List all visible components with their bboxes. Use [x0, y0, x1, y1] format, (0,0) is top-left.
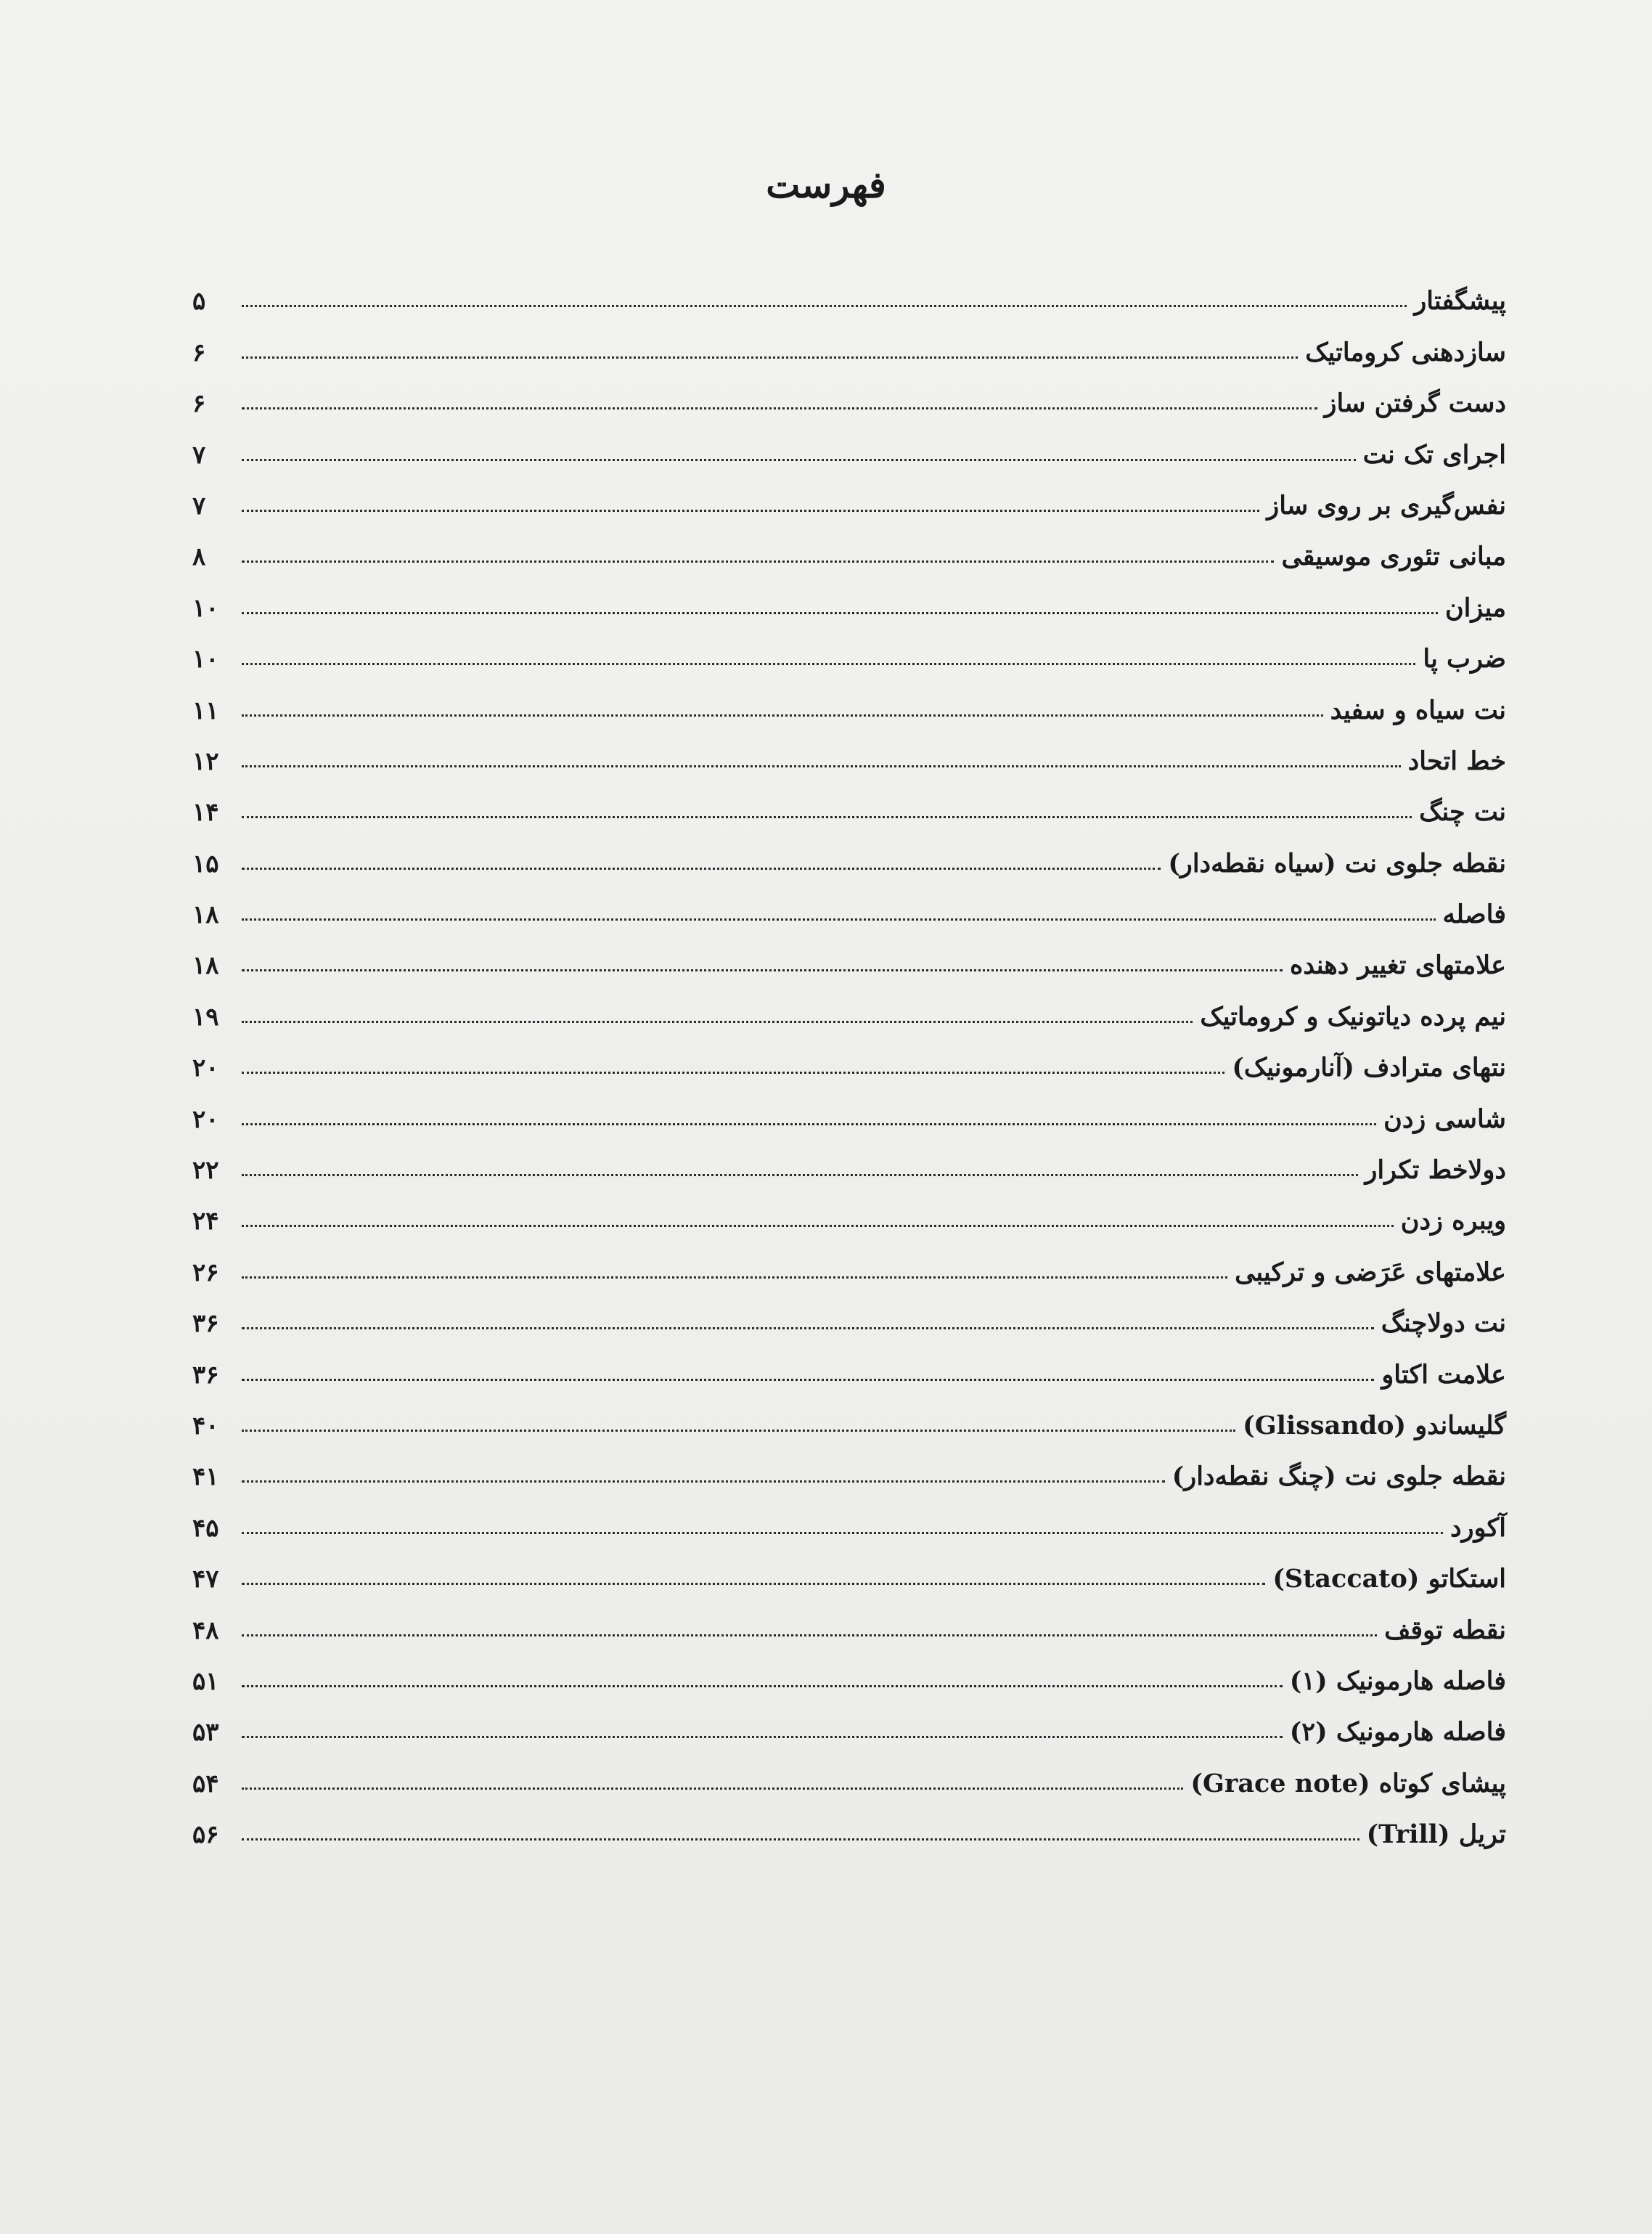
- toc-entry-page: ۱۰: [192, 593, 219, 623]
- toc-entry-label: فاصله هارمونیک (۲): [1289, 1717, 1506, 1748]
- toc-entry-label: نت چنگ: [1419, 797, 1506, 828]
- toc-entry: [192, 1745, 1506, 1798]
- toc-leader-dots: [242, 612, 1438, 614]
- toc-entry-label: میزان: [1444, 592, 1506, 623]
- toc-entry-page: ۳۶: [192, 1309, 219, 1339]
- toc-entry-label: ویبره زدن: [1400, 1206, 1506, 1236]
- toc-entry-label: شاسی زدن: [1383, 1104, 1506, 1134]
- toc-entry: [192, 1030, 1506, 1083]
- toc-leader-dots: [242, 1174, 1358, 1176]
- toc-entry-label: نت سیاه و سفید: [1330, 695, 1506, 725]
- toc-entry-page: ۲۲: [192, 1156, 219, 1186]
- toc-entry-page: ۱۰: [192, 645, 219, 674]
- toc-entry-page: ۷: [192, 491, 206, 521]
- toc-entry-page: ۱۴: [192, 798, 219, 828]
- toc-leader-dots: [242, 1123, 1376, 1125]
- toc-entry-label: علامتهای تغییر دهنده: [1289, 950, 1506, 981]
- toc-entry: [192, 1336, 1506, 1390]
- toc-entry-page: ۷: [192, 440, 206, 470]
- toc-leader-dots: [242, 305, 1407, 307]
- toc-entry-label: فاصله هارمونیک (۱): [1289, 1666, 1506, 1696]
- toc-entry: [192, 621, 1506, 672]
- toc-leader-dots: [242, 1379, 1374, 1381]
- toc-entry-label: آکورد: [1450, 1512, 1506, 1543]
- toc-entry-page: ۵۱: [192, 1666, 219, 1696]
- toc-leader-dots: [242, 1072, 1224, 1074]
- toc-leader-dots: [242, 1532, 1443, 1534]
- toc-entry-label: دولاخط تکرار: [1365, 1155, 1506, 1186]
- toc-leader-dots: [242, 1021, 1193, 1023]
- toc-entry-page: ۵۴: [192, 1769, 219, 1798]
- toc-leader-dots: [242, 868, 1161, 870]
- toc-entry-label: نفس‌گیری بر روی ساز: [1267, 490, 1506, 521]
- toc-entry-page: ۲۰: [192, 1104, 219, 1134]
- toc-entry-page: ۲۰: [192, 1053, 219, 1083]
- toc-entry: [192, 314, 1506, 367]
- toc-entry-label: استکاتو (Staccato): [1272, 1564, 1506, 1594]
- toc-entry-label: دست گرفتن ساز: [1324, 388, 1506, 419]
- toc-leader-dots: [242, 1276, 1227, 1279]
- toc-entry: [192, 263, 1506, 317]
- toc-entry: [192, 416, 1506, 470]
- toc-entry-label: فاصله: [1442, 900, 1506, 930]
- toc-leader-dots: [242, 459, 1356, 461]
- toc-entry-page: ۴۰: [192, 1411, 219, 1440]
- toc-entry-page: ۱۵: [192, 849, 219, 878]
- toc-entry-label: سازدهنی کروماتیک: [1305, 337, 1506, 367]
- toc-entry: [192, 365, 1506, 419]
- toc-leader-dots: [242, 969, 1283, 971]
- toc-entry-label: علامتهای عَرَضی و ترکیبی: [1235, 1257, 1506, 1287]
- toc-entry-page: ۱۸: [192, 900, 219, 930]
- toc-entry: [192, 978, 1506, 1032]
- toc-entry: [192, 1796, 1506, 1850]
- toc-entry-label: مبانی تئوری موسیقی: [1281, 542, 1506, 572]
- toc-entry-label: نقطه جلوی نت (سیاه نقطه‌دار): [1168, 848, 1506, 878]
- toc-entry-page: ۸: [192, 542, 206, 572]
- toc-entry: [192, 1591, 1506, 1645]
- toc-entry-page: ۱۹: [192, 1002, 219, 1032]
- toc-entry: [192, 1234, 1506, 1287]
- toc-entry-page: ۵: [192, 287, 206, 317]
- toc-leader-dots: [242, 1430, 1235, 1432]
- toc-entry: [192, 672, 1506, 725]
- toc-entry: [192, 468, 1506, 521]
- toc-entry-page: ۳۶: [192, 1360, 219, 1390]
- toc-leader-dots: [242, 407, 1317, 409]
- toc-entry-label: پیشگفتار: [1414, 286, 1506, 317]
- toc-entry: [192, 518, 1506, 572]
- toc-entry-label: نت دولاچنگ: [1381, 1308, 1506, 1339]
- page-title: فهرست: [766, 163, 886, 206]
- toc-leader-dots: [242, 1685, 1283, 1687]
- toc-entry-page: ۱۱: [192, 696, 219, 725]
- toc-entry-page: ۴۸: [192, 1615, 219, 1645]
- toc-entry: [192, 1080, 1506, 1134]
- toc-entry-label: تریل (Trill): [1366, 1819, 1506, 1850]
- toc-entry: [192, 927, 1506, 981]
- toc-entry-page: ۱۸: [192, 951, 219, 981]
- toc-entry: [192, 1694, 1506, 1748]
- table-of-contents: [192, 263, 1506, 1850]
- toc-leader-dots: [242, 1838, 1359, 1840]
- toc-entry: [192, 1183, 1506, 1234]
- toc-leader-dots: [242, 816, 1412, 818]
- toc-leader-dots: [242, 1480, 1165, 1483]
- toc-entry-page: ۶: [192, 338, 206, 367]
- toc-entry: [192, 876, 1506, 930]
- toc-entry-label: گلیساندو (Glissando): [1243, 1410, 1506, 1440]
- toc-leader-dots: [242, 765, 1401, 767]
- toc-entry: [192, 723, 1506, 774]
- toc-leader-dots: [242, 663, 1415, 665]
- toc-entry: [192, 1438, 1506, 1492]
- toc-leader-dots: [242, 560, 1274, 563]
- toc-entry: [192, 774, 1506, 828]
- toc-entry-page: ۵۶: [192, 1820, 219, 1850]
- toc-entry: [192, 825, 1506, 876]
- toc-entry-page: ۲۶: [192, 1257, 219, 1287]
- toc-entry: [192, 1285, 1506, 1339]
- toc-leader-dots: [242, 1736, 1283, 1738]
- toc-entry-page: ۵۳: [192, 1718, 219, 1748]
- toc-leader-dots: [242, 714, 1323, 717]
- toc-entry: [192, 1489, 1506, 1543]
- toc-entry-page: ۲۴: [192, 1207, 219, 1236]
- toc-entry-page: ۴۵: [192, 1513, 219, 1543]
- toc-entry: [192, 1541, 1506, 1594]
- toc-entry-label: پیشای کوتاه (Grace note): [1190, 1768, 1506, 1798]
- toc-entry-label: خط اتحاد: [1407, 746, 1506, 776]
- toc-leader-dots: [242, 1583, 1265, 1585]
- toc-entry: [192, 569, 1506, 623]
- toc-entry-label: نیم پرده دیاتونیک و کروماتیک: [1200, 1001, 1506, 1032]
- toc-leader-dots: [242, 1787, 1183, 1790]
- toc-leader-dots: [242, 1634, 1377, 1636]
- toc-entry-label: نقطه توقف: [1384, 1615, 1506, 1645]
- toc-leader-dots: [242, 1225, 1394, 1227]
- toc-entry-label: نتهای مترادف (آنارمونیک): [1232, 1053, 1506, 1083]
- toc-entry: [192, 1643, 1506, 1694]
- toc-entry-label: نقطه جلوی نت (چنگ نقطه‌دار): [1171, 1462, 1506, 1492]
- toc-entry-page: ۶: [192, 389, 206, 419]
- toc-leader-dots: [242, 1327, 1374, 1329]
- toc-entry-label: علامت اکتاو: [1381, 1359, 1506, 1390]
- toc-leader-dots: [242, 356, 1298, 359]
- toc-entry-label: اجرای تک نت: [1362, 439, 1506, 470]
- toc-entry-page: ۴۱: [192, 1462, 219, 1492]
- toc-leader-dots: [242, 510, 1259, 512]
- toc-entry-page: ۴۷: [192, 1565, 219, 1594]
- toc-leader-dots: [242, 918, 1436, 921]
- toc-entry: [192, 1387, 1506, 1438]
- toc-entry-label: ضرب پا: [1423, 644, 1506, 674]
- toc-entry-page: ۱۲: [192, 746, 219, 776]
- toc-entry: [192, 1132, 1506, 1186]
